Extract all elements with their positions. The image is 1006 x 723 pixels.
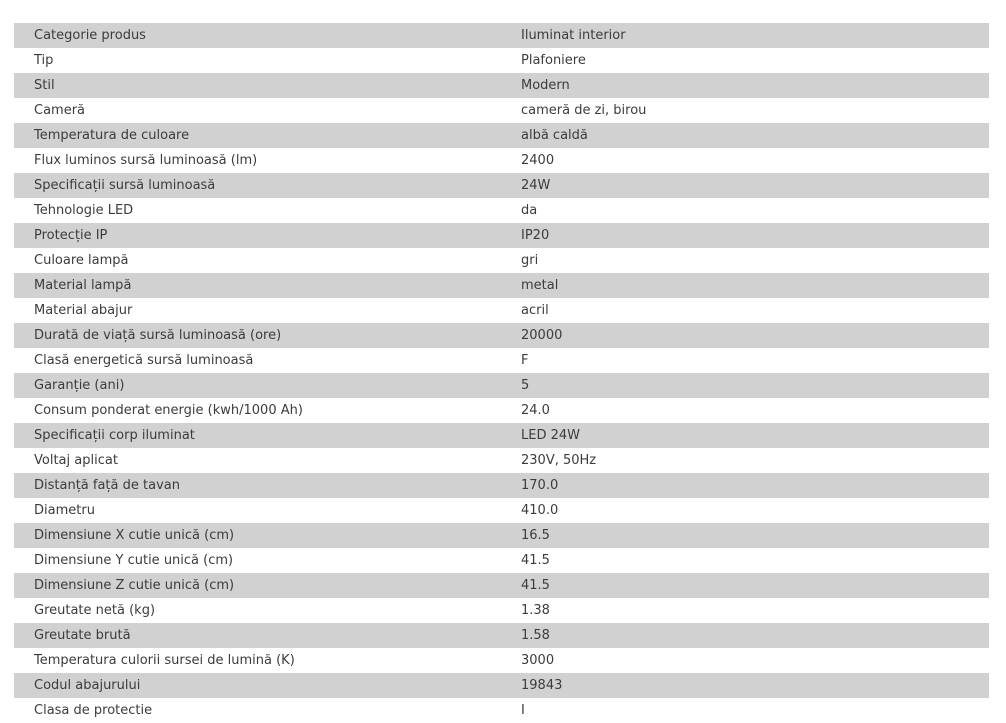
spec-label: Categorie produs (14, 23, 501, 48)
spec-row (14, 248, 989, 273)
spec-value: F (501, 348, 989, 373)
spec-label: Dimensiune X cutie unică (cm) (14, 523, 501, 548)
spec-label: Tip (14, 48, 501, 73)
spec-value: Iluminat interior (501, 23, 989, 48)
spec-row (14, 23, 989, 48)
spec-label: Stil (14, 73, 501, 98)
spec-label: Consum ponderat energie (kwh/1000 Ah) (14, 398, 501, 423)
spec-label: Tehnologie LED (14, 198, 501, 223)
spec-label: Specificații sursă luminoasă (14, 173, 501, 198)
spec-row (14, 348, 989, 373)
spec-value: 230V, 50Hz (501, 448, 989, 473)
spec-label: Culoare lampă (14, 248, 501, 273)
spec-label: Temperatura culorii sursei de lumină (K) (14, 648, 501, 673)
spec-row (14, 273, 989, 298)
spec-value: 1.38 (501, 598, 989, 623)
spec-row (14, 623, 989, 648)
spec-row (14, 98, 989, 123)
spec-value: albă caldă (501, 123, 989, 148)
spec-row (14, 298, 989, 323)
spec-value: LED 24W (501, 423, 989, 448)
spec-label: Flux luminos sursă luminoasă (lm) (14, 148, 501, 173)
spec-label: Protecție IP (14, 223, 501, 248)
spec-row (14, 223, 989, 248)
spec-value: cameră de zi, birou (501, 98, 989, 123)
spec-label: Material abajur (14, 298, 501, 323)
spec-value: 16.5 (501, 523, 989, 548)
spec-label: Garanție (ani) (14, 373, 501, 398)
spec-value: da (501, 198, 989, 223)
spec-row (14, 423, 989, 448)
spec-row (14, 523, 989, 548)
spec-value: 1.58 (501, 623, 989, 648)
spec-row (14, 373, 989, 398)
spec-row (14, 73, 989, 98)
spec-label: Greutate brută (14, 623, 501, 648)
spec-label: Diametru (14, 498, 501, 523)
spec-row (14, 548, 989, 573)
spec-row (14, 598, 989, 623)
spec-label: Material lampă (14, 273, 501, 298)
spec-label: Dimensiune Y cutie unică (cm) (14, 548, 501, 573)
spec-value: 410.0 (501, 498, 989, 523)
spec-row (14, 573, 989, 598)
spec-value: 20000 (501, 323, 989, 348)
spec-value: 5 (501, 373, 989, 398)
spec-value: 2400 (501, 148, 989, 173)
spec-value: acril (501, 298, 989, 323)
spec-row (14, 448, 989, 473)
spec-value: Plafoniere (501, 48, 989, 73)
spec-label: Voltaj aplicat (14, 448, 501, 473)
spec-row (14, 398, 989, 423)
spec-label: Temperatura de culoare (14, 123, 501, 148)
specifications-body (14, 23, 989, 723)
product-specifications-table (14, 23, 989, 723)
spec-row (14, 148, 989, 173)
spec-row (14, 198, 989, 223)
spec-value: 24.0 (501, 398, 989, 423)
spec-row (14, 498, 989, 523)
spec-value: gri (501, 248, 989, 273)
spec-label: Cameră (14, 98, 501, 123)
spec-value: 3000 (501, 648, 989, 673)
spec-value: 19843 (501, 673, 989, 698)
spec-label: Clasă energetică sursă luminoasă (14, 348, 501, 373)
spec-value: metal (501, 273, 989, 298)
spec-value: I (501, 698, 989, 723)
spec-label: Greutate netă (kg) (14, 598, 501, 623)
spec-value: 41.5 (501, 573, 989, 598)
spec-row (14, 323, 989, 348)
spec-row (14, 673, 989, 698)
spec-label: Distanță față de tavan (14, 473, 501, 498)
spec-value: 41.5 (501, 548, 989, 573)
spec-row (14, 48, 989, 73)
spec-value: 24W (501, 173, 989, 198)
spec-value: IP20 (501, 223, 989, 248)
spec-label: Clasa de protectie (14, 698, 501, 723)
spec-value: 170.0 (501, 473, 989, 498)
spec-row (14, 473, 989, 498)
spec-row (14, 173, 989, 198)
spec-label: Durată de viață sursă luminoasă (ore) (14, 323, 501, 348)
spec-value: Modern (501, 73, 989, 98)
spec-label: Specificații corp iluminat (14, 423, 501, 448)
spec-label: Codul abajurului (14, 673, 501, 698)
spec-row (14, 698, 989, 723)
spec-row (14, 123, 989, 148)
spec-row (14, 648, 989, 673)
spec-label: Dimensiune Z cutie unică (cm) (14, 573, 501, 598)
